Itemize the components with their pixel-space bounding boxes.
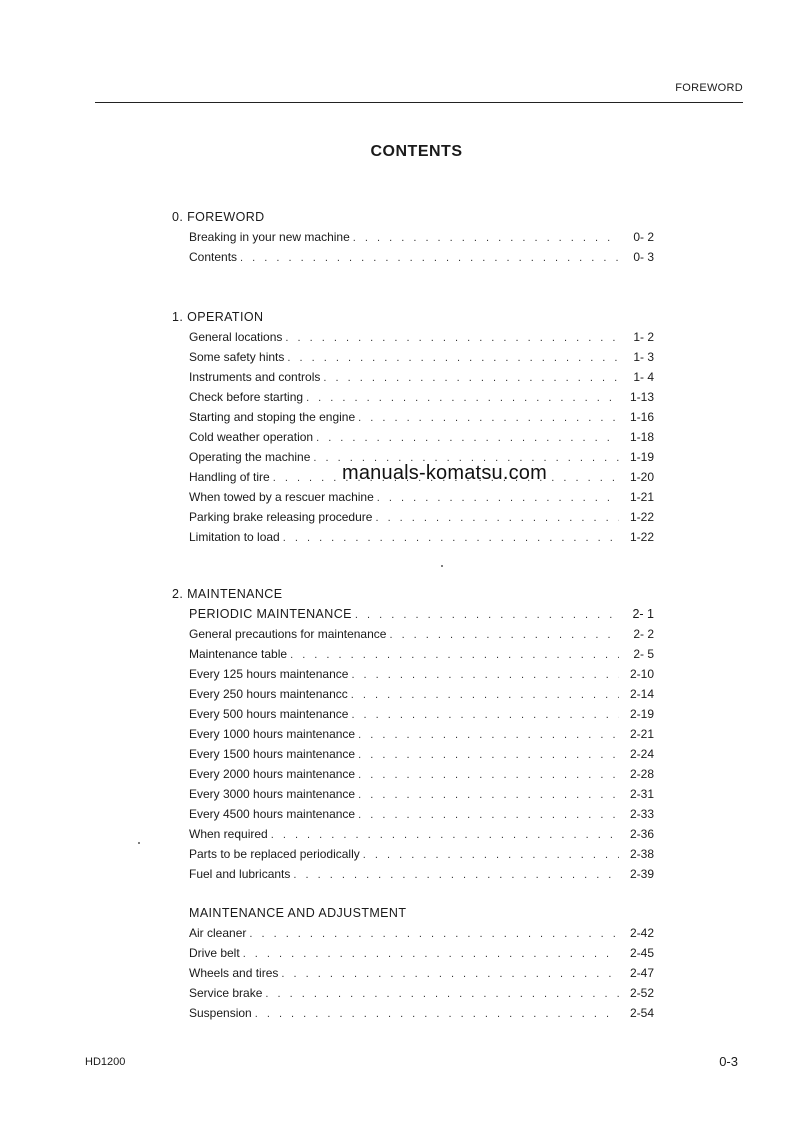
toc-entry-page: 1-13 xyxy=(629,390,654,404)
subsection-heading: MAINTENANCE AND ADJUSTMENT xyxy=(189,906,407,920)
toc-entry-page: 1-19 xyxy=(629,450,654,464)
dot-leader xyxy=(285,328,619,348)
dot-leader xyxy=(375,508,619,528)
toc-section-operation xyxy=(172,307,654,547)
toc-entry-label: General precautions for maintenance xyxy=(189,627,387,641)
toc-entry-page: 2-42 xyxy=(629,926,654,940)
toc-entry-page: 0- 3 xyxy=(633,250,654,264)
toc-entry-label: Parts to be replaced periodically xyxy=(189,847,360,861)
footer-page-number: 0-3 xyxy=(719,1054,738,1069)
section-heading: 1. OPERATION xyxy=(172,310,264,324)
toc-entry-page: 2-31 xyxy=(629,787,654,801)
toc-entry[interactable] xyxy=(172,507,654,527)
dot-leader xyxy=(281,964,619,984)
dot-leader xyxy=(355,605,619,625)
toc-entry[interactable] xyxy=(172,527,654,547)
dot-leader xyxy=(389,625,619,645)
toc-entry[interactable] xyxy=(172,844,654,864)
dot-leader xyxy=(249,924,619,944)
toc-entry-label: Parking brake releasing procedure xyxy=(189,510,373,524)
toc-entry[interactable] xyxy=(172,824,654,844)
toc-entry-page: 2-38 xyxy=(629,847,654,861)
dot-leader xyxy=(351,685,619,705)
toc-entry[interactable] xyxy=(172,724,654,744)
toc-entry-label: When towed by a rescuer machine xyxy=(189,490,374,504)
toc-section-maintenance xyxy=(172,584,654,1023)
toc-entry[interactable] xyxy=(172,644,654,664)
section-heading: 0. FOREWORD xyxy=(172,210,265,224)
toc-entry-page: 1-18 xyxy=(629,430,654,444)
toc-entry-page: 2- 2 xyxy=(633,627,654,641)
running-header-label: FOREWORD xyxy=(675,82,743,94)
toc-entry[interactable] xyxy=(172,407,654,427)
toc-entry[interactable] xyxy=(172,983,654,1003)
toc-entry-label: Wheels and tires xyxy=(189,966,279,980)
dot-leader xyxy=(306,388,619,408)
dot-leader xyxy=(290,645,619,665)
toc-entry-page: 2-14 xyxy=(629,687,654,701)
dot-leader xyxy=(351,705,619,725)
dot-leader xyxy=(358,765,619,785)
section-heading: 2. MAINTENANCE xyxy=(172,587,283,601)
toc-entry[interactable] xyxy=(172,664,654,684)
toc-entry-label: Every 500 hours maintenance xyxy=(189,707,349,721)
toc-entry[interactable] xyxy=(172,963,654,983)
toc-entry-label: Every 2000 hours maintenance xyxy=(189,767,356,781)
toc-entry-label: Breaking in your new machine xyxy=(189,230,350,244)
scan-speck xyxy=(138,842,140,844)
toc-entry-page: 2-54 xyxy=(629,1006,654,1020)
toc-subheading-entry[interactable] xyxy=(172,604,654,624)
toc-entry-label: Starting and stoping the engine xyxy=(189,410,356,424)
toc-entry[interactable] xyxy=(172,744,654,764)
dot-leader xyxy=(358,725,619,745)
toc-entry-page: 2-24 xyxy=(629,747,654,761)
toc-entry[interactable] xyxy=(172,387,654,407)
toc-entry-label: Every 3000 hours maintenance xyxy=(189,787,356,801)
scan-speck xyxy=(441,565,443,567)
dot-leader xyxy=(377,488,619,508)
dot-leader xyxy=(358,745,619,765)
dot-leader xyxy=(363,845,619,865)
toc-entry-page: 1-21 xyxy=(629,490,654,504)
toc-entry[interactable] xyxy=(172,764,654,784)
toc-entry-page: 1-22 xyxy=(629,530,654,544)
toc-entry-label: Air cleaner xyxy=(189,926,247,940)
toc-entry-page: 2-19 xyxy=(629,707,654,721)
dot-leader xyxy=(323,368,619,388)
toc-entry-page: 2- 5 xyxy=(633,647,654,661)
toc-entry-page: 2-52 xyxy=(629,986,654,1000)
toc-entry-page: 2-47 xyxy=(629,966,654,980)
toc-entry-page: 1- 3 xyxy=(633,350,654,364)
toc-entry-label: Contents xyxy=(189,250,238,264)
toc-entry-page: 2-10 xyxy=(629,667,654,681)
toc-entry-page: 2-28 xyxy=(629,767,654,781)
toc-entry-label: Every 125 hours maintenance xyxy=(189,667,349,681)
toc-entry-label: Every 1000 hours maintenance xyxy=(189,727,356,741)
toc-entry-label: Operating the machine xyxy=(189,450,311,464)
toc-entry-label: Drive belt xyxy=(189,946,240,960)
toc-entry-label: Cold weather operation xyxy=(189,430,314,444)
toc-entry[interactable] xyxy=(172,347,654,367)
toc-entry[interactable] xyxy=(172,227,654,247)
header-rule xyxy=(95,102,743,103)
toc-entry-label: Limitation to load xyxy=(189,530,280,544)
dot-leader xyxy=(358,785,619,805)
toc-entry-label: General locations xyxy=(189,330,283,344)
spacer xyxy=(172,884,654,903)
page-title: CONTENTS xyxy=(370,143,463,160)
toc-entry[interactable] xyxy=(172,1003,654,1023)
toc-entry-label: Instruments and controls xyxy=(189,370,321,384)
dot-leader xyxy=(265,984,619,1004)
toc-entry[interactable] xyxy=(172,624,654,644)
toc-entry-label: PERIODIC MAINTENANCE xyxy=(189,607,352,621)
toc-entry[interactable] xyxy=(172,704,654,724)
toc-entry-page: 1-16 xyxy=(629,410,654,424)
toc-entry-page: 2-36 xyxy=(629,827,654,841)
toc-entry[interactable] xyxy=(172,367,654,387)
toc-entry[interactable] xyxy=(172,684,654,704)
toc-entry[interactable] xyxy=(172,923,654,943)
dot-leader xyxy=(283,528,619,548)
toc-entry[interactable] xyxy=(172,943,654,963)
toc-entry-label: Every 1500 hours maintenance xyxy=(189,747,356,761)
toc-entry[interactable] xyxy=(172,864,654,884)
toc-entry[interactable] xyxy=(172,804,654,824)
toc-entry-label: Every 250 hours maintenancc xyxy=(189,687,348,701)
dot-leader xyxy=(255,1004,619,1024)
toc-entry[interactable] xyxy=(172,247,654,267)
toc-entry-page: 1- 4 xyxy=(633,370,654,384)
toc-entry[interactable] xyxy=(172,327,654,347)
toc-entry-page: 2-45 xyxy=(629,946,654,960)
toc-section-foreword xyxy=(172,207,654,267)
toc-entry-label: Fuel and lubricants xyxy=(189,867,291,881)
toc-entry-label: Some safety hints xyxy=(189,350,285,364)
dot-leader xyxy=(271,825,619,845)
toc-entry-page: 1-20 xyxy=(629,470,654,484)
toc-entry-page: 2- 1 xyxy=(632,607,654,621)
dot-leader xyxy=(287,348,619,368)
dot-leader xyxy=(316,428,619,448)
watermark-text: manuals-komatsu.com xyxy=(342,462,547,484)
toc-entry-label: Check before starting xyxy=(189,390,304,404)
dot-leader xyxy=(293,865,619,885)
toc-entry-page: 0- 2 xyxy=(633,230,654,244)
toc-entry-page: 2-39 xyxy=(629,867,654,881)
toc-entry[interactable] xyxy=(172,784,654,804)
toc-entry-page: 2-21 xyxy=(629,727,654,741)
toc-entry-page: 1-22 xyxy=(629,510,654,524)
dot-leader xyxy=(358,408,619,428)
toc-entry[interactable] xyxy=(172,487,654,507)
dot-leader xyxy=(240,248,619,268)
toc-entry-label: Suspension xyxy=(189,1006,252,1020)
dot-leader xyxy=(353,228,619,248)
dot-leader xyxy=(351,665,619,685)
footer-model: HD1200 xyxy=(85,1056,126,1068)
dot-leader xyxy=(358,805,619,825)
toc-entry-label: When required xyxy=(189,827,268,841)
toc-entry-page: 1- 2 xyxy=(633,330,654,344)
toc-entry-label: Handling of tire xyxy=(189,470,270,484)
toc-entry-label: Every 4500 hours maintenance xyxy=(189,807,356,821)
toc-entry-label: Service brake xyxy=(189,986,263,1000)
toc-entry-page: 2-33 xyxy=(629,807,654,821)
toc-entry[interactable] xyxy=(172,427,654,447)
toc-entry-label: Maintenance table xyxy=(189,647,288,661)
dot-leader xyxy=(243,944,619,964)
